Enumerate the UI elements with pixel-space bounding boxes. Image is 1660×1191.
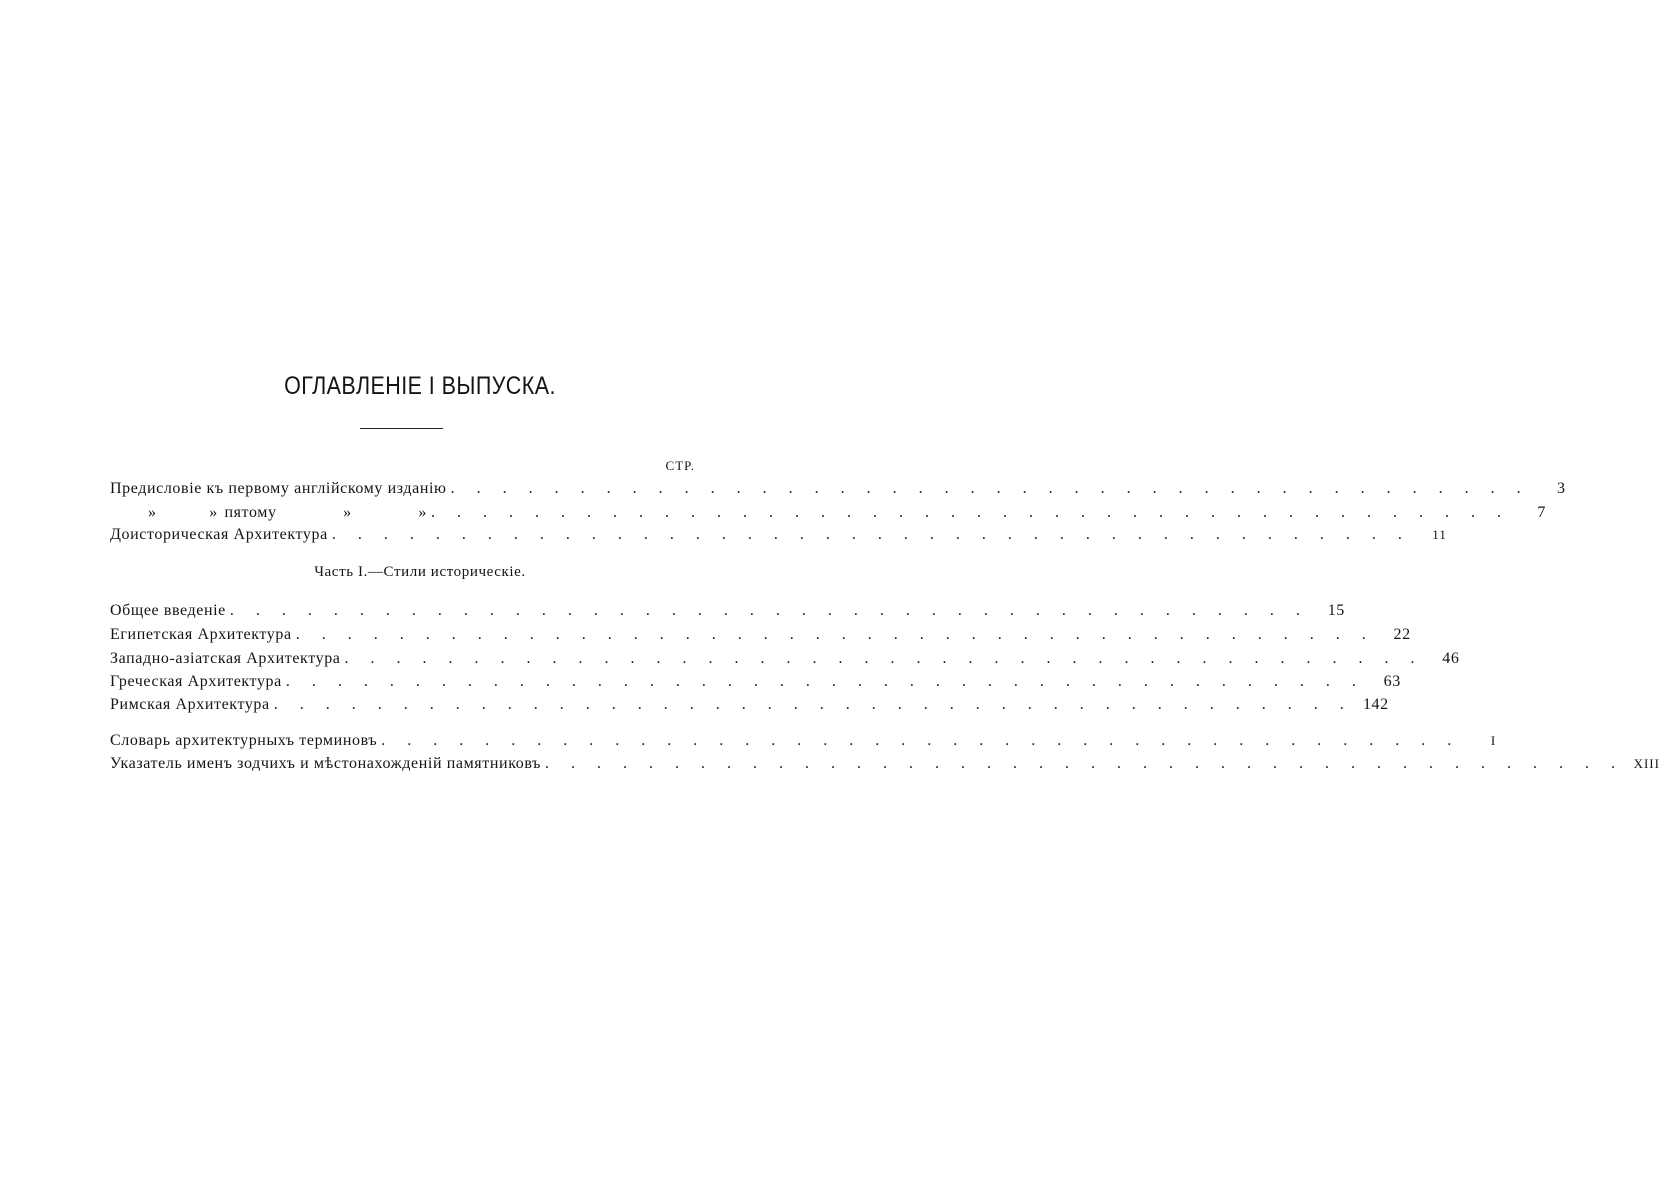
leader-dots: . . . . . . . . . . . . . . . . . . . . . . . . . . . . . . . . . . . . . . . . . . — [273, 696, 1353, 713]
toc-entry-page: 63 — [1383, 673, 1401, 690]
leader-dots: . . . . . . . . . . . . . . . . . . . . . . . . . . . . . . . . . . . . . . . . . . — [295, 626, 1375, 643]
toc-entry-page: XIII — [1633, 756, 1660, 771]
toc-entry-roman — [110, 694, 1389, 716]
leader-dots: . . . . . . . . . . . . . . . . . . . . . . . . . . . . . . . . . . . . . . . . . . — [381, 732, 1461, 749]
leader-dots: . . . . . . . . . . . . . . . . . . . . . . . . . . . . . . . . . . . . . . . . . . — [331, 526, 1411, 543]
toc-entry-label: Предисловіе къ первому англійскому изданію — [110, 480, 447, 497]
toc-entry-label — [110, 502, 427, 524]
leader-dots: . . . . . . . . . . . . . . . . . . . . . . . . . . . . . . . . . . . . . . . . . . — [229, 602, 1309, 619]
title-divider — [360, 428, 443, 429]
toc-entry-page: 142 — [1362, 696, 1389, 713]
toc-entry-label: Словарь архитектурныхъ терминовъ — [110, 732, 378, 749]
ditto-mark: » — [209, 504, 218, 521]
leader-dots: . . . . . . . . . . . . . . . . . . . . . . . . . . . . . . . . . . . . . . . . . . — [285, 673, 1365, 690]
toc-entry-label: Греческая Архитектура — [110, 673, 282, 690]
toc-entry-label: Египетская Архитектура — [110, 626, 292, 643]
toc-entry-page: I — [1490, 733, 1497, 748]
ditto-mark: » — [343, 504, 352, 521]
leader-dots: . . . . . . . . . . . . . . . . . . . . . . . . . . . . . . . . . . . . . . . . . . — [450, 480, 1530, 497]
toc-entry-label: Римская Архитектура — [110, 696, 270, 713]
ditto-mark: » — [148, 504, 157, 521]
ditto-word: пятому — [224, 504, 277, 521]
toc-entry-greek — [110, 671, 1401, 693]
toc-entry-page: 11 — [1432, 527, 1447, 542]
toc-entry-label: Общее введеніе — [110, 602, 226, 619]
ditto-mark: » — [418, 504, 427, 521]
toc-entry-page: 22 — [1393, 626, 1411, 643]
leader-dots: . . . . . . . . . . . . . . . . . . . . . . . . . . . . . . . . . . . . . . . . . . — [544, 755, 1624, 772]
toc-entry-egyptian — [110, 624, 1411, 646]
toc-entry-label: Западно-азіатская Архитектура — [110, 650, 341, 667]
toc-entry-label: Доисторическая Архитектура — [110, 526, 328, 543]
toc-entry-glossary — [110, 730, 1497, 752]
toc-entry-preface-fifth — [110, 502, 1546, 524]
page-title: ОГЛАВЛЕНІЕ I ВЫПУСКА. — [284, 372, 556, 400]
toc-entry-page: 3 — [1557, 480, 1566, 497]
toc-entry-west-asian — [110, 648, 1460, 670]
page-column-header: СТР. — [665, 458, 695, 473]
leader-dots: . . . . . . . . . . . . . . . . . . . . . . . . . . . . . . . . . . . . . . . . . . — [344, 650, 1424, 667]
toc-entry-introduction — [110, 600, 1345, 622]
toc-entry-prehistoric — [110, 524, 1447, 546]
toc-entry-page: 15 — [1327, 602, 1345, 619]
toc-entry-page: 46 — [1442, 650, 1460, 667]
toc-entry-label: Указатель именъ зодчихъ и мѣстонахожденій памятниковъ — [110, 755, 541, 772]
part-heading: Часть I.—Стили историческіе. — [314, 564, 526, 580]
toc-entry-index — [110, 753, 1660, 775]
leader-dots: . . . . . . . . . . . . . . . . . . . . . . . . . . . . . . . . . . . . . . . . . . — [431, 504, 1510, 521]
toc-entry-page: 7 — [1537, 504, 1546, 521]
toc-entry-preface-first — [110, 478, 1566, 500]
